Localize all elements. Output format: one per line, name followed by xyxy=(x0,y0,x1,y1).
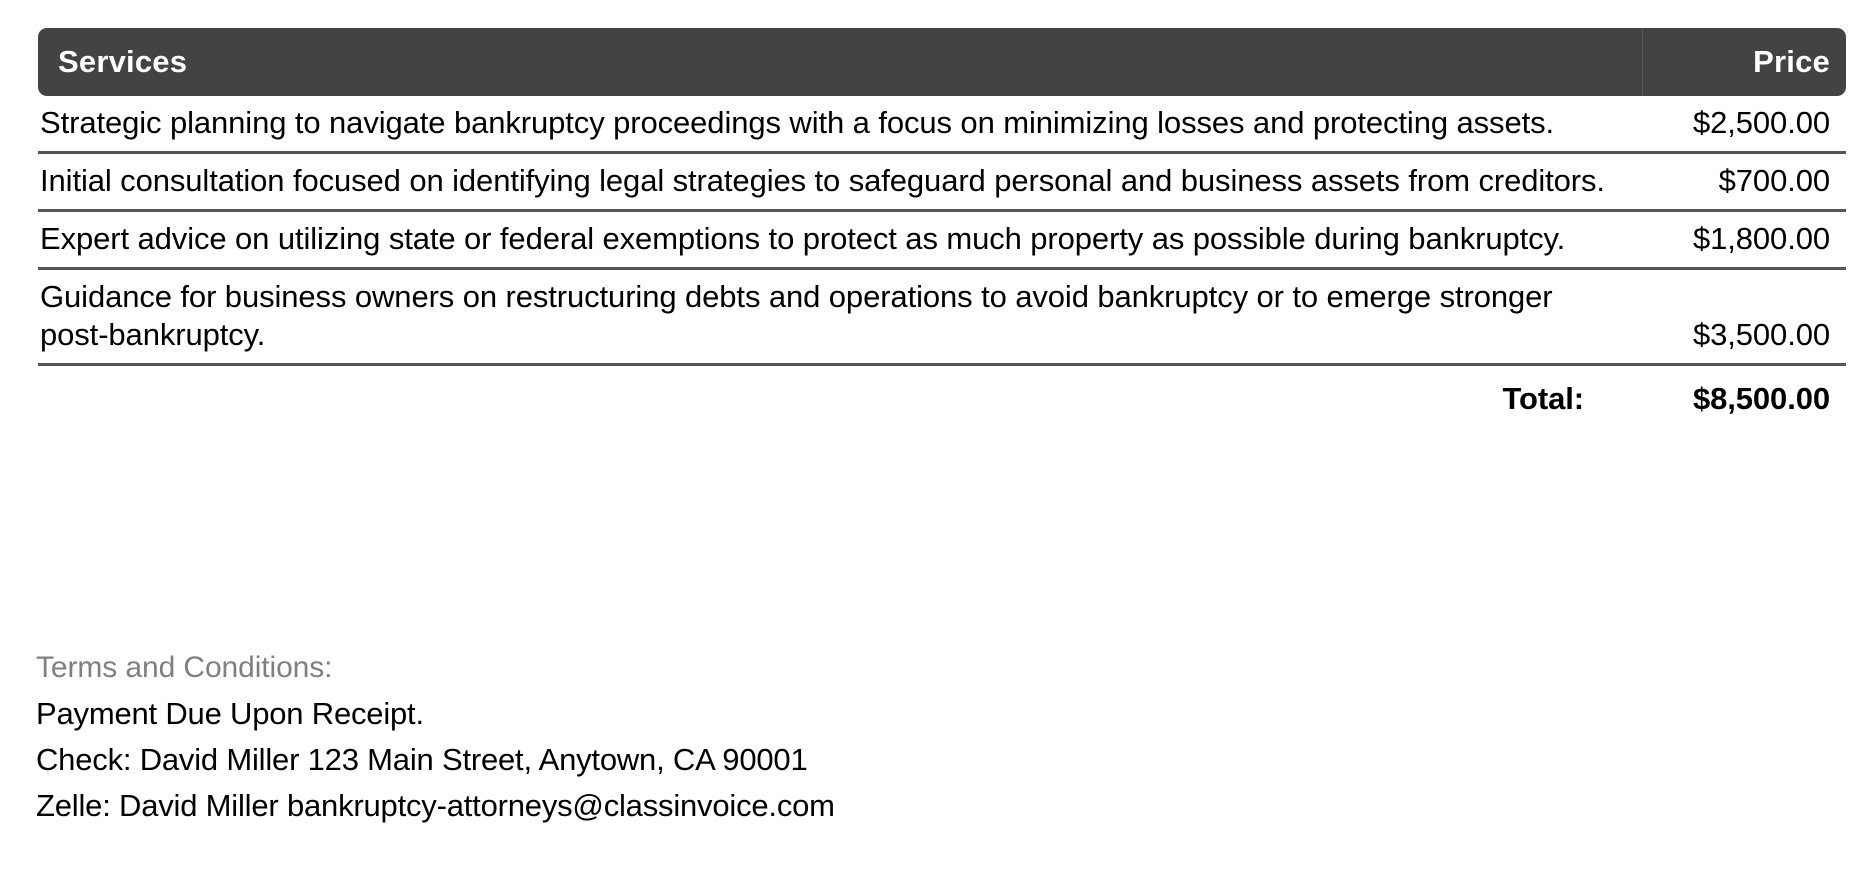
table-row xyxy=(38,96,1846,153)
column-header-services: Services xyxy=(38,28,1642,96)
terms-line-check: Check: David Miller 123 Main Street, Anytown, CA 90001 xyxy=(36,742,808,777)
table-row xyxy=(38,211,1846,269)
total-label: Total: xyxy=(1502,381,1584,416)
service-price: $1,800.00 xyxy=(1642,211,1846,269)
column-header-price: Price xyxy=(1642,28,1846,96)
table-row xyxy=(38,153,1846,211)
table-header xyxy=(38,28,1846,96)
table-row xyxy=(38,269,1846,365)
services-price-table xyxy=(38,28,1846,418)
table-header-row xyxy=(38,28,1846,96)
terms-line-zelle: Zelle: David Miller bankruptcy-attorneys@classinvoice.com xyxy=(36,788,835,823)
service-description: Guidance for business owners on restructuring debts and operations to avoid bankruptcy or to emerge stronger post-bankruptcy. xyxy=(38,269,1642,365)
table-body xyxy=(38,96,1846,418)
service-price: $700.00 xyxy=(1642,153,1846,211)
service-description: Strategic planning to navigate bankruptcy proceedings with a focus on minimizing losses and protecting assets. xyxy=(38,96,1642,153)
service-description: Initial consultation focused on identifying legal strategies to safeguard personal and business assets from creditors. xyxy=(38,153,1642,211)
service-price: $3,500.00 xyxy=(1642,269,1846,365)
service-price: $2,500.00 xyxy=(1642,96,1846,153)
total-value: $8,500.00 xyxy=(1692,381,1830,416)
service-description: Expert advice on utilizing state or federal exemptions to protect as much property as possible during bankruptcy. xyxy=(38,211,1642,269)
total-row xyxy=(38,365,1846,419)
terms-title: Terms and Conditions: xyxy=(36,651,333,684)
terms-and-conditions xyxy=(36,645,1536,829)
terms-line-payment: Payment Due Upon Receipt. xyxy=(36,696,424,731)
